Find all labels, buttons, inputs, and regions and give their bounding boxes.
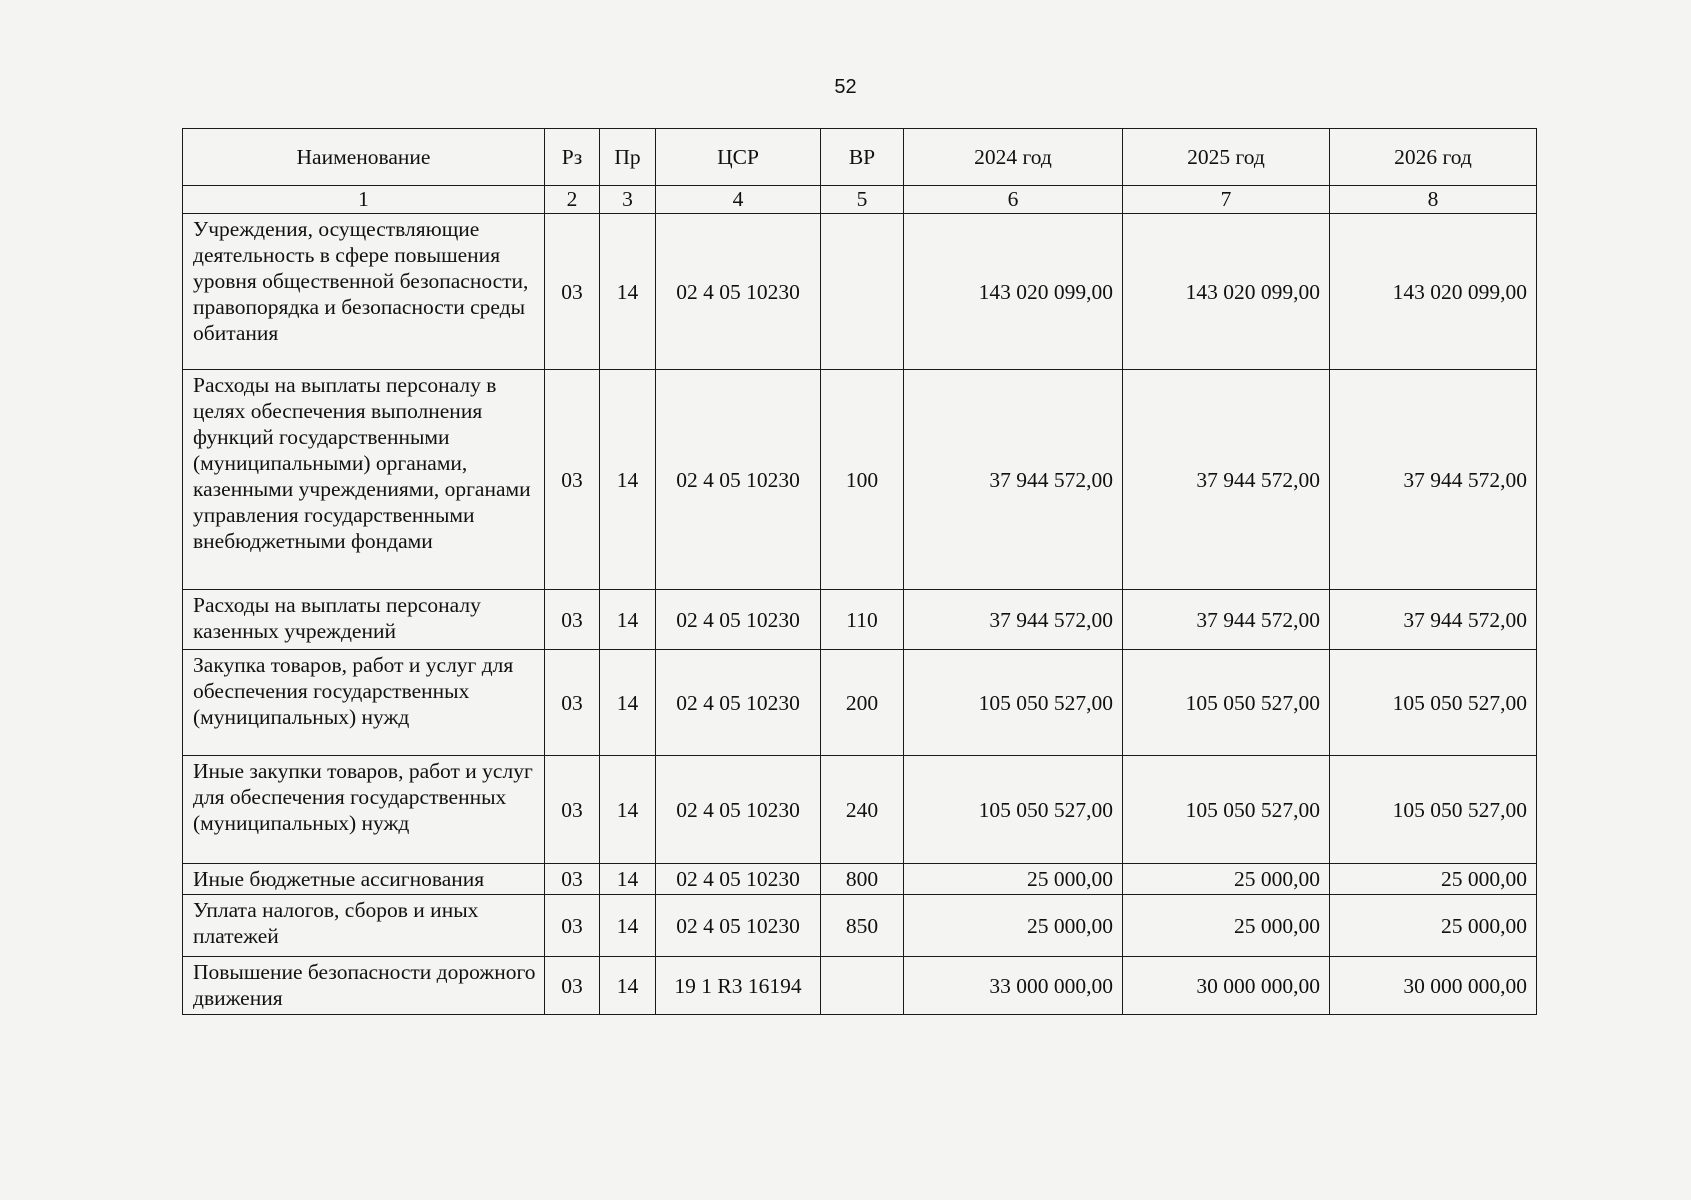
header-2025: 2025 год <box>1123 129 1330 186</box>
row-rz: 03 <box>545 756 600 864</box>
row-csr: 19 1 R3 16194 <box>656 957 821 1015</box>
table-row <box>183 895 1537 957</box>
row-amount-2025: 37 944 572,00 <box>1123 370 1330 590</box>
header-vr: ВР <box>821 129 904 186</box>
row-pr: 14 <box>600 590 656 650</box>
column-number: 3 <box>600 186 656 214</box>
row-vr: 240 <box>821 756 904 864</box>
column-number: 2 <box>545 186 600 214</box>
row-vr <box>821 214 904 370</box>
row-csr: 02 4 05 10230 <box>656 650 821 756</box>
row-amount-2025: 37 944 572,00 <box>1123 590 1330 650</box>
row-rz: 03 <box>545 590 600 650</box>
row-vr: 200 <box>821 650 904 756</box>
row-pr: 14 <box>600 756 656 864</box>
row-amount-2026: 143 020 099,00 <box>1330 214 1537 370</box>
row-amount-2024: 105 050 527,00 <box>904 756 1123 864</box>
column-number: 1 <box>183 186 545 214</box>
row-pr: 14 <box>600 895 656 957</box>
column-number: 7 <box>1123 186 1330 214</box>
row-amount-2024: 33 000 000,00 <box>904 957 1123 1015</box>
header-2026: 2026 год <box>1330 129 1537 186</box>
row-amount-2024: 25 000,00 <box>904 864 1123 895</box>
header-name: Наименование <box>183 129 545 186</box>
row-amount-2026: 25 000,00 <box>1330 895 1537 957</box>
header-pr: Пр <box>600 129 656 186</box>
row-amount-2026: 105 050 527,00 <box>1330 756 1537 864</box>
row-name: Учреждения, осуществляющие деятельность в сфере повышения уровня общественной безопасности, правопорядка и безопасности среды обитания <box>183 214 545 370</box>
page-number: 52 <box>834 76 857 98</box>
row-vr: 100 <box>821 370 904 590</box>
row-name: Расходы на выплаты персоналу казенных учреждений <box>183 590 545 650</box>
row-csr: 02 4 05 10230 <box>656 370 821 590</box>
row-pr: 14 <box>600 370 656 590</box>
header-rz: Рз <box>545 129 600 186</box>
column-number: 5 <box>821 186 904 214</box>
row-amount-2025: 30 000 000,00 <box>1123 957 1330 1015</box>
row-amount-2024: 25 000,00 <box>904 895 1123 957</box>
row-csr: 02 4 05 10230 <box>656 895 821 957</box>
row-rz: 03 <box>545 864 600 895</box>
row-name: Иные закупки товаров, работ и услуг для обеспечения государственных (муниципальных) нужд <box>183 756 545 864</box>
row-amount-2024: 37 944 572,00 <box>904 590 1123 650</box>
table-row <box>183 650 1537 756</box>
row-name: Закупка товаров, работ и услуг для обеспечения государственных (муниципальных) нужд <box>183 650 545 756</box>
row-amount-2025: 25 000,00 <box>1123 864 1330 895</box>
table-row <box>183 957 1537 1015</box>
budget-table <box>182 128 1537 1015</box>
row-amount-2026: 37 944 572,00 <box>1330 590 1537 650</box>
row-amount-2024: 37 944 572,00 <box>904 370 1123 590</box>
row-pr: 14 <box>600 864 656 895</box>
row-rz: 03 <box>545 895 600 957</box>
column-number-row <box>183 186 1537 214</box>
row-amount-2025: 25 000,00 <box>1123 895 1330 957</box>
header-row <box>183 129 1537 186</box>
row-vr: 110 <box>821 590 904 650</box>
row-name: Иные бюджетные ассигнования <box>183 864 545 895</box>
row-csr: 02 4 05 10230 <box>656 756 821 864</box>
table-row <box>183 214 1537 370</box>
column-number: 6 <box>904 186 1123 214</box>
row-amount-2026: 30 000 000,00 <box>1330 957 1537 1015</box>
table-row <box>183 590 1537 650</box>
row-vr <box>821 957 904 1015</box>
row-amount-2024: 105 050 527,00 <box>904 650 1123 756</box>
row-name: Расходы на выплаты персоналу в целях обеспечения выполнения функций государственными (муниципальными) органами, казенными учреждениями, органами управления государственными внебюджетными фондами <box>183 370 545 590</box>
row-csr: 02 4 05 10230 <box>656 864 821 895</box>
row-amount-2026: 25 000,00 <box>1330 864 1537 895</box>
row-rz: 03 <box>545 370 600 590</box>
row-vr: 800 <box>821 864 904 895</box>
row-amount-2024: 143 020 099,00 <box>904 214 1123 370</box>
row-csr: 02 4 05 10230 <box>656 590 821 650</box>
row-rz: 03 <box>545 650 600 756</box>
row-amount-2026: 37 944 572,00 <box>1330 370 1537 590</box>
column-number: 4 <box>656 186 821 214</box>
row-amount-2025: 105 050 527,00 <box>1123 650 1330 756</box>
table-row <box>183 864 1537 895</box>
header-2024: 2024 год <box>904 129 1123 186</box>
row-amount-2025: 105 050 527,00 <box>1123 756 1330 864</box>
row-pr: 14 <box>600 214 656 370</box>
row-pr: 14 <box>600 650 656 756</box>
row-rz: 03 <box>545 957 600 1015</box>
header-csr: ЦСР <box>656 129 821 186</box>
row-pr: 14 <box>600 957 656 1015</box>
row-rz: 03 <box>545 214 600 370</box>
row-name: Повышение безопасности дорожного движения <box>183 957 545 1015</box>
table-row <box>183 370 1537 590</box>
row-amount-2025: 143 020 099,00 <box>1123 214 1330 370</box>
row-vr: 850 <box>821 895 904 957</box>
row-name: Уплата налогов, сборов и иных платежей <box>183 895 545 957</box>
table-row <box>183 756 1537 864</box>
row-amount-2026: 105 050 527,00 <box>1330 650 1537 756</box>
row-csr: 02 4 05 10230 <box>656 214 821 370</box>
column-number: 8 <box>1330 186 1537 214</box>
